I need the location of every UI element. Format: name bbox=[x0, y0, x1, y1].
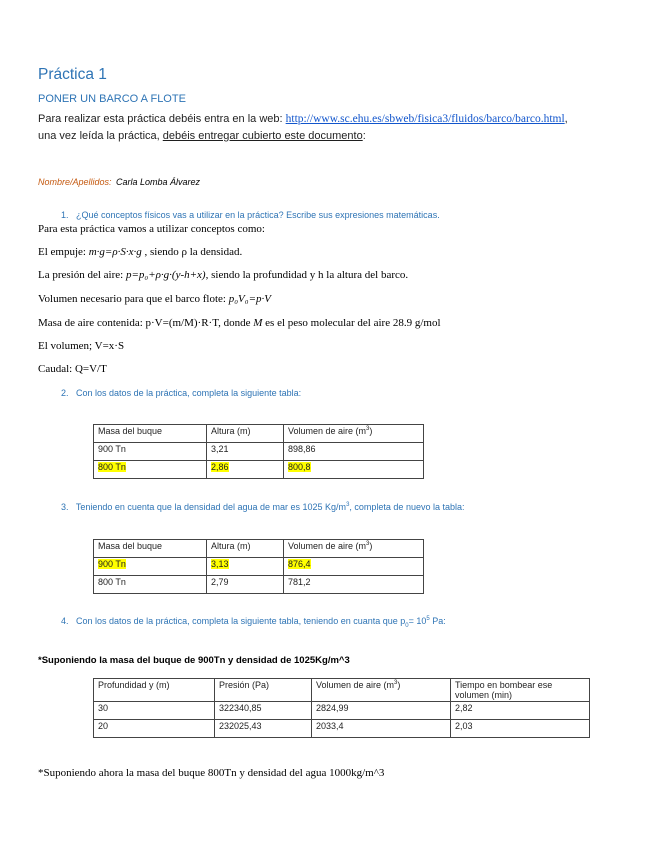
page-subtitle: PONER UN BARCO A FLOTE bbox=[38, 93, 186, 105]
answer-1-flow: Caudal: Q=V/T bbox=[38, 363, 107, 375]
header-cell: Masa del buque bbox=[94, 540, 207, 558]
answer-1-volume: El volumen; V=x·S bbox=[38, 340, 125, 352]
table-cell: 3,21 bbox=[207, 443, 284, 461]
header-cell: Volumen de aire $(m^3)$ bbox=[284, 540, 424, 558]
table-cell: 876,4 bbox=[284, 558, 424, 576]
name-label: Nombre/Apellidos: bbox=[38, 177, 112, 187]
table-cell: 2033,4 bbox=[312, 720, 451, 738]
table-cell: 322340,85 bbox=[215, 702, 312, 720]
pressure-label: La presión del aire: bbox=[38, 269, 126, 281]
question-1-number: 1. bbox=[61, 210, 69, 220]
buoyancy-formula: m·g=ρ·S·x·g bbox=[88, 246, 142, 258]
buoyancy-note: , siendo ρ la densidad. bbox=[141, 246, 243, 258]
intro-text: Para realizar esta práctica debéis entra en la web: bbox=[38, 113, 286, 125]
page-title: Práctica 1 bbox=[38, 66, 107, 83]
table-header-row bbox=[94, 425, 424, 443]
table-cell: 2824,99 bbox=[312, 702, 451, 720]
table-cell: 20 bbox=[94, 720, 215, 738]
table-cell: 900 Tn bbox=[94, 558, 207, 576]
air-mass-note: es el peso molecular del aire 28.9 g/mol bbox=[262, 317, 441, 329]
table-cell: 781,2 bbox=[284, 576, 424, 594]
table-cell: 2,82 bbox=[451, 702, 590, 720]
buoyancy-label: El empuje: bbox=[38, 246, 89, 258]
question-1-text: ¿Qué conceptos físicos vas a utilizar en la práctica? Escribe sus expresiones matemáticas. bbox=[76, 210, 440, 220]
pressure-note: siendo la profundidad y h la altura del barco. bbox=[208, 269, 409, 281]
pressure-formula: p=p₀+ρ·g·(y-h+x), bbox=[125, 269, 209, 281]
question-3-text: Teniendo en cuenta que la densidad del agua de mar es 1025 Kg/m bbox=[75, 502, 347, 512]
practice-url-link[interactable]: http://www.sc.ehu.es/sbweb/fisica3/fluidos/barco/barco.html bbox=[285, 113, 565, 125]
table-cell: 800 Tn bbox=[94, 461, 207, 479]
intro-text-suffix: , bbox=[564, 113, 568, 125]
header-cell: Volumen de aire $(m^3)$ bbox=[312, 679, 451, 702]
table-cell: 800,8 bbox=[284, 461, 424, 479]
table-header-row bbox=[94, 679, 590, 702]
table-cell: 232025,43 bbox=[215, 720, 312, 738]
table-cell: 3,13 bbox=[207, 558, 284, 576]
table-cell: 2,03 bbox=[451, 720, 590, 738]
volume-float-formula: p₀V₀=p·V bbox=[228, 293, 271, 305]
table-cell: 900 Tn bbox=[94, 443, 207, 461]
table-row bbox=[94, 576, 424, 594]
table-row bbox=[94, 443, 424, 461]
table-row bbox=[94, 558, 424, 576]
header-cell: Tiempo en bombear ese volumen (min) bbox=[451, 679, 590, 702]
intro-text-2: una vez leída la práctica, bbox=[38, 130, 163, 142]
question-4-text: Con los datos de la práctica, completa la siguiente tabla, teniendo en cuanta que p bbox=[76, 616, 406, 626]
answer-1-air-mass bbox=[38, 317, 441, 329]
intro-line-2 bbox=[38, 130, 366, 142]
table-cell: 800 Tn bbox=[94, 576, 207, 594]
question-4-number: 4. bbox=[61, 616, 69, 626]
table-cell: 30 bbox=[94, 702, 215, 720]
table-cell: 2,79 bbox=[207, 576, 284, 594]
air-mass-label: Masa de aire contenida: p·V=(m/M)·R·T, donde bbox=[38, 317, 254, 329]
answer-1-line-0: Para esta práctica vamos a utilizar conceptos como: bbox=[38, 223, 265, 235]
intro-line-1 bbox=[38, 113, 568, 125]
header-cell: Altura (m) bbox=[207, 540, 284, 558]
name-row bbox=[38, 172, 200, 190]
table-cell: 2,86 bbox=[207, 461, 284, 479]
answer-1-volume-float bbox=[38, 293, 271, 305]
question-3: 3. Teniendo en cuenta que la densidad del agua de mar es 1025 $Kg/m^3$, completa de nuevo la tabla: bbox=[61, 502, 465, 512]
table-q4 bbox=[93, 678, 590, 738]
note-900tn: *Suponiendo la masa del buque de 900Tn y densidad de 1025Kg/m^3 bbox=[38, 655, 350, 666]
answer-1-buoyancy bbox=[38, 246, 242, 258]
question-2-text: Con los datos de la práctica, completa la siguiente tabla: bbox=[76, 388, 302, 398]
question-2-number: 2. bbox=[61, 388, 69, 398]
header-cell: Masa del buque bbox=[94, 425, 207, 443]
table-row bbox=[94, 720, 590, 738]
question-2 bbox=[61, 388, 301, 398]
header-cell: Volumen de aire $(m^3)$ bbox=[284, 425, 424, 443]
table-cell: 898,86 bbox=[284, 443, 424, 461]
question-3-number: 3. bbox=[61, 502, 69, 512]
answer-1-pressure bbox=[38, 269, 408, 281]
header-cell: Altura (m) bbox=[207, 425, 284, 443]
table-header-row bbox=[94, 540, 424, 558]
intro-text-2-suffix: : bbox=[362, 130, 366, 142]
note-800tn: *Suponiendo ahora la masa del buque 800Tn y densidad del agua 1000kg/m^3 bbox=[38, 767, 385, 779]
deliver-link[interactable]: debéis entregar cubierto este documento bbox=[162, 130, 363, 142]
air-mass-M: M bbox=[253, 317, 263, 329]
header-cell: Presión (Pa) bbox=[215, 679, 312, 702]
name-value: Carla Lomba Álvarez bbox=[116, 177, 201, 187]
table-q3 bbox=[93, 539, 424, 594]
volume-float-label: Volumen necesario para que el barco flote: bbox=[38, 293, 229, 305]
table-row bbox=[94, 702, 590, 720]
table-row bbox=[94, 461, 424, 479]
header-cell: Profundidad y (m) bbox=[94, 679, 215, 702]
question-4: 4. Con los datos de la práctica, completa la siguiente tabla, teniendo en cuanta que $p_0= 10^5$ Pa: bbox=[61, 616, 446, 629]
question-1 bbox=[61, 210, 440, 220]
table-q2 bbox=[93, 424, 424, 479]
